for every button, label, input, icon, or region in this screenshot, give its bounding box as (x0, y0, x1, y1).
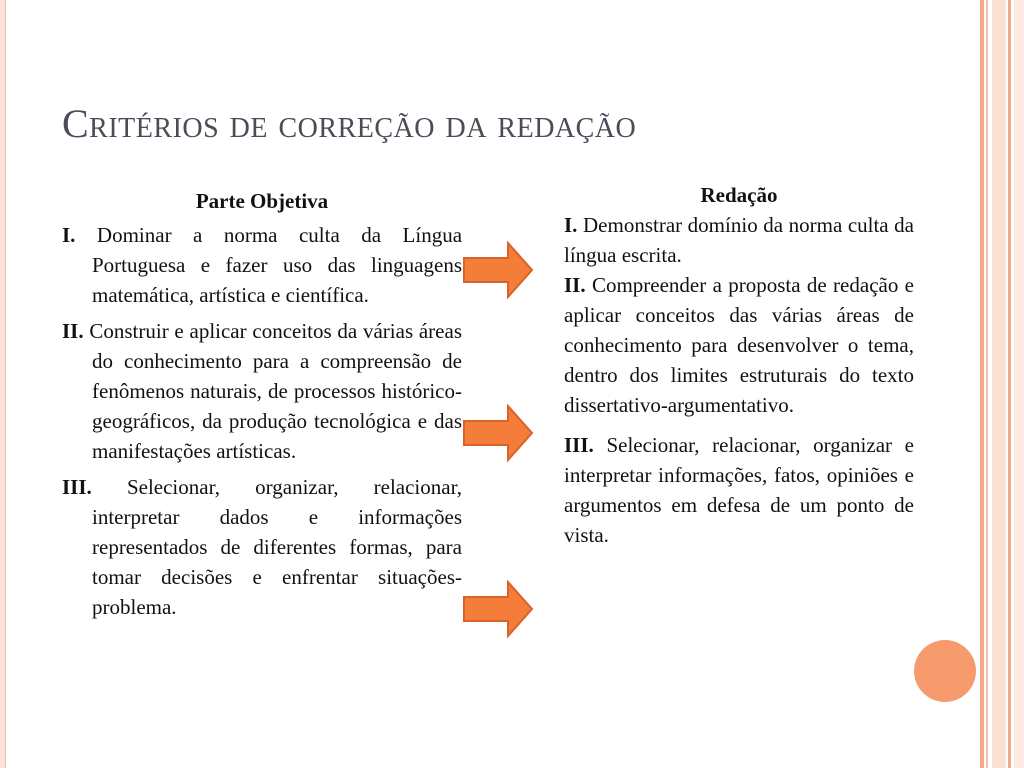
objective-part-heading: Parte Objetiva (195, 189, 329, 213)
essay-item-2 (564, 270, 914, 420)
right-frame-stripe (992, 0, 1006, 768)
decorative-circle (914, 640, 976, 702)
essay-item-3 (564, 430, 914, 550)
item-text: Construir e aplicar conceitos da várias áreas do conhecimento para a compreensão de fenômenos naturais, de processos histórico-geográficos, da produção tecnológica e das manifestações artísticas. (89, 319, 462, 463)
item-text: Dominar a norma culta da Língua Portuguesa e fazer uso das linguagens matemática, artística e científica. (92, 223, 463, 307)
item-number: I. (564, 213, 578, 237)
item-number: III. (62, 475, 92, 499)
arrow-right-icon (462, 580, 534, 638)
item-text: Selecionar, relacionar, organizar e interpretar informações, fatos, opiniões e argumentos em defesa de um ponto de vista. (564, 433, 915, 547)
essay-heading: Redação (700, 183, 778, 207)
objective-item-3 (62, 472, 462, 622)
right-frame-stripe (986, 0, 988, 768)
objective-item-1 (62, 220, 462, 310)
left-frame-border (0, 0, 6, 768)
arrow-shape (464, 243, 532, 297)
right-frame-stripe (1014, 0, 1024, 768)
arrow-right-icon (462, 404, 534, 462)
slide-title: Critérios de correção da redação (62, 101, 637, 146)
essay-item-1 (564, 210, 914, 270)
right-frame-stripe (980, 0, 984, 768)
objective-part-column (62, 186, 462, 628)
arrow-right-icon (462, 241, 534, 299)
item-text: Compreender a proposta de redação e aplicar conceitos das várias áreas de conhecimento para desenvolver o tema, dentro dos limites estruturais do texto dissertativo-argumentativo. (564, 273, 914, 417)
item-text: Selecionar, organizar, relacionar, interpretar dados e informações representados de diferentes formas, para tomar decisões e enfrentar situações-problema. (92, 475, 462, 619)
item-number: II. (62, 319, 84, 343)
arrow-shape (464, 582, 532, 636)
arrow-shape (464, 406, 532, 460)
item-number: III. (564, 433, 594, 457)
right-frame-stripe (1008, 0, 1011, 768)
item-number: I. (62, 223, 76, 247)
item-number: II. (564, 273, 586, 297)
item-text: Demonstrar domínio da norma culta da língua escrita. (564, 213, 914, 267)
objective-item-2 (62, 316, 462, 466)
essay-column (564, 180, 914, 550)
